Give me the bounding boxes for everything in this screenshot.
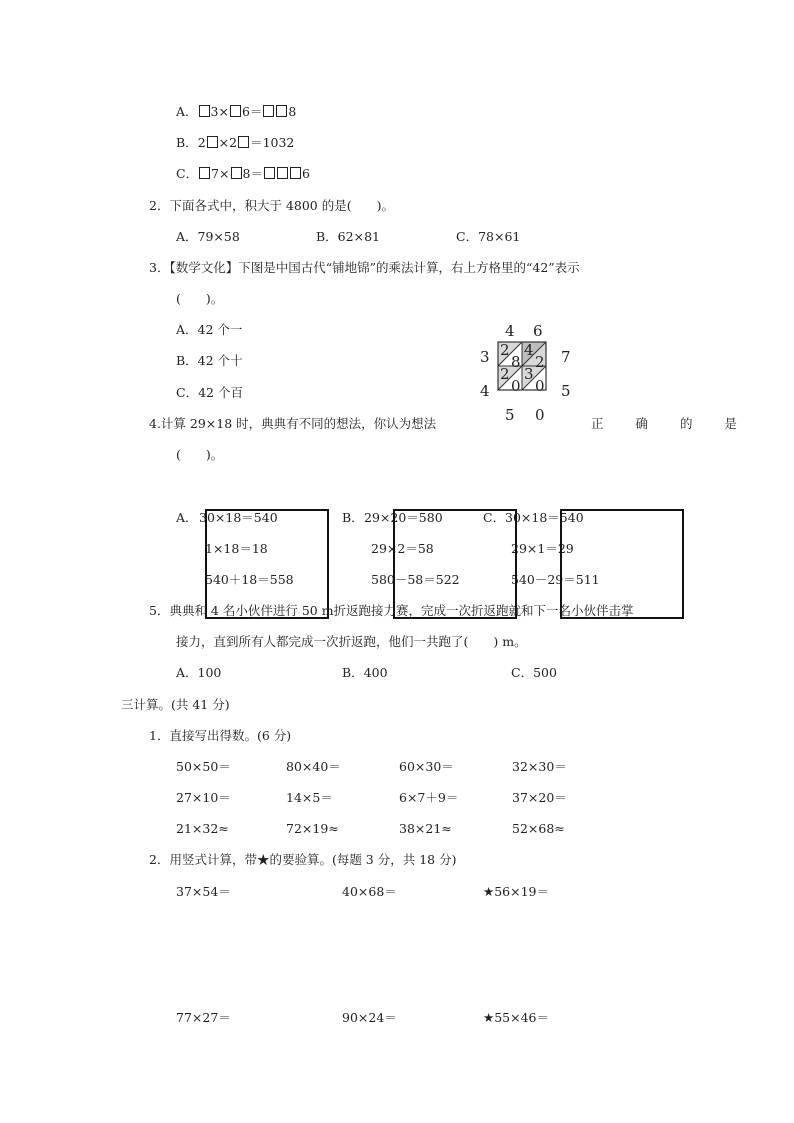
calc-item: 21×32≈ [176, 821, 229, 836]
q3-stem-paren: ( )。 [176, 291, 224, 306]
q1-option-c: C． 7× 8＝ 6 [176, 166, 310, 181]
lattice-cell-digit: 2 [500, 365, 510, 383]
blank-box [263, 105, 274, 117]
blank-box [231, 167, 242, 179]
q3-option-c: C．42 个百 [176, 385, 243, 400]
q5-stem-line2: 接力，直到所有人都完成一次折返跑，他们一共跑了( ) m。 [176, 634, 527, 649]
q5-option-a: A．100 [176, 665, 222, 680]
lattice-cell-digit: 3 [524, 365, 534, 383]
blank-box [290, 167, 301, 179]
calc-item: 52×68≈ [512, 821, 565, 836]
calc-item: 14×5＝ [286, 790, 333, 805]
q5-option-c: C．500 [511, 665, 557, 680]
calc-item: 60×30＝ [399, 759, 454, 774]
calc-item: 37×20＝ [512, 790, 567, 805]
blank-box [277, 167, 288, 179]
lattice-cell-digit: 4 [524, 341, 534, 359]
vertical-calc-item: 90×24＝ [342, 1010, 397, 1025]
q5-option-b: B．400 [342, 665, 388, 680]
q4-option-c-line1: 30×18＝540 [505, 510, 584, 525]
calc-item: 72×19≈ [286, 821, 339, 836]
q4-option-a-line3: 540＋18＝558 [205, 572, 294, 587]
vertical-calc-item: 77×27＝ [176, 1010, 231, 1025]
calc-item: 50×50＝ [176, 759, 231, 774]
lattice-diagram [460, 318, 590, 428]
lattice-cell-digit: 0 [511, 377, 521, 395]
q4-option-b-line1: 29×20＝580 [364, 510, 443, 525]
vertical-calc-item: ★56×19＝ [483, 884, 549, 899]
section3-title: 三计算。(共 41 分) [121, 697, 230, 712]
q2-option-c: C．78×61 [456, 229, 521, 244]
q4-stem-paren: ( )。 [176, 447, 224, 462]
q4-option-a-label: A． [176, 510, 198, 525]
q4-option-c-line2: 29×1＝29 [511, 541, 574, 556]
q2-option-a: A．79×58 [176, 229, 240, 244]
calc-item: 38×21≈ [399, 821, 452, 836]
lattice-cell-digit: 0 [535, 377, 545, 395]
q4-option-b-line2: 29×2＝58 [371, 541, 434, 556]
vertical-calc-item: 37×54＝ [176, 884, 231, 899]
q4-stem: 4.计算 29×18 时，典典有不同的想法，你认为想法 [149, 416, 437, 431]
q4-option-a-line1: 30×18＝540 [199, 510, 278, 525]
lattice-cell-digit: 2 [500, 341, 510, 359]
q2-stem: 2．下面各式中，积大于 4800 的是( )。 [149, 198, 394, 213]
q2-option-b: B．62×81 [316, 229, 380, 244]
blank-box [199, 167, 210, 179]
vertical-calc-item: ★55×46＝ [483, 1010, 549, 1025]
lattice-top-digit: 6 [533, 322, 543, 340]
blank-box [238, 136, 249, 148]
lattice-left-digit: 3 [480, 348, 490, 366]
q3-stem: 3．【数学文化】下图是中国古代“铺地锦”的乘法计算，右上方格里的“42”表示 [149, 260, 580, 275]
vertical-calc-item: 40×68＝ [342, 884, 397, 899]
lattice-cell-digit: 8 [511, 353, 521, 371]
q4-option-b-line3: 580－58＝522 [371, 572, 460, 587]
s1-title: 1．直接写出得数。(6 分) [149, 728, 292, 743]
lattice-right-digit: 5 [561, 382, 571, 400]
lattice-right-digit: 7 [561, 348, 571, 366]
q4-option-c-label: C． [483, 510, 506, 525]
q4-option-b-label: B． [342, 510, 364, 525]
blank-box [199, 105, 210, 117]
q4-stem-tail: 正 确 的 是 [591, 416, 751, 431]
lattice-bottom-digit: 5 [505, 406, 515, 424]
lattice-cell-digit: 2 [535, 353, 545, 371]
q4-option-c-line3: 540－29＝511 [511, 572, 600, 587]
q4-option-a-line2: 1×18＝18 [205, 541, 268, 556]
q3-option-a: A．42 个一 [176, 322, 243, 337]
blank-box [230, 105, 241, 117]
lattice-bottom-digit: 0 [535, 406, 545, 424]
blank-box [207, 136, 218, 148]
q1-option-a: A． 3× 6＝ 8 [176, 104, 297, 119]
calc-item: 27×10＝ [176, 790, 231, 805]
blank-box [276, 105, 287, 117]
calc-item: 32×30＝ [512, 759, 567, 774]
q5-stem: 5．典典和 4 名小伙伴进行 50 m折返跑接力赛，完成一次折返跑就和下一名小伙伴击掌 [149, 603, 634, 618]
q1-option-b: B．2 ×2 ＝1032 [176, 135, 295, 150]
s2-title: 2．用竖式计算，带★的要验算。(每题 3 分，共 18 分) [149, 852, 457, 867]
calc-item: 80×40＝ [286, 759, 341, 774]
lattice-left-digit: 4 [480, 382, 490, 400]
q3-option-b: B．42 个十 [176, 353, 243, 368]
lattice-top-digit: 4 [505, 322, 515, 340]
blank-box [264, 167, 275, 179]
calc-item: 6×7＋9＝ [399, 790, 459, 805]
